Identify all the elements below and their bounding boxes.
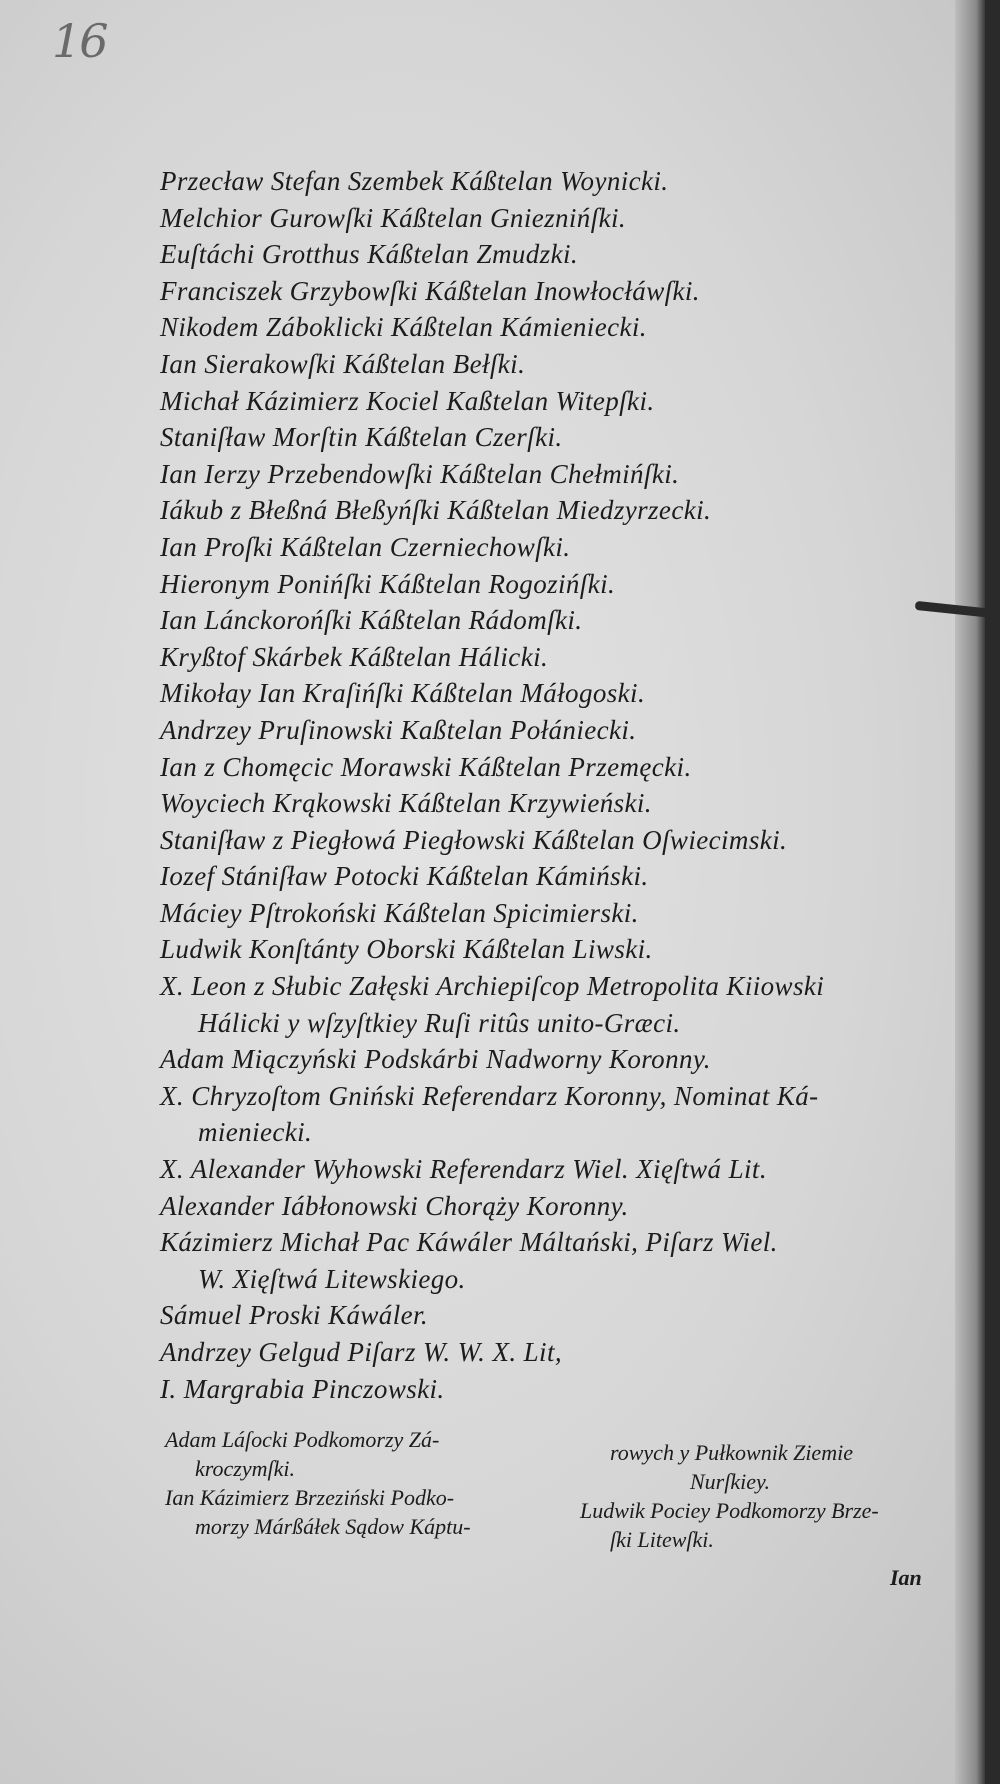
list-entry: Staniſław z Piegłowá Piegłowski Káßtelan Oſwiecimski.	[160, 824, 788, 855]
list-entry: Przecław Stefan Szembek Káßtelan Woynicki.	[160, 166, 669, 196]
list-entry: Ian Lánckorońſki Káßtelan Rádomſki.	[160, 605, 583, 636]
list-entry: Andrzey Gelgud Piſarz W. W. X. Lit,	[160, 1337, 563, 1367]
list-entry: Ian Ierzy Przebendowſki Káßtelan Chełmińſki.	[160, 458, 680, 489]
list-entry: W. Xięſtwá Litewskiego.	[198, 1263, 466, 1294]
list-entry: Ian z Chomęcic Morawski Káßtelan Przemęcki.	[160, 751, 692, 782]
list-entry: X. Alexander Wyhowski Referendarz Wiel. Xięſtwá Lit.	[160, 1154, 767, 1185]
folio-number: 16	[52, 14, 107, 68]
list-entry: Michał Kázimierz Kociel Kaßtelan Witepſki.	[160, 385, 655, 416]
list-entry: Staniſław Morſtin Káßtelan Czerſki.	[160, 422, 563, 453]
list-entry: Andrzey Pruſinowski Kaßtelan Połániecki.	[160, 714, 637, 745]
list-entry: Mikołay Ian Kraſińſki Káßtelan Máłogoski.	[160, 678, 646, 709]
list-entry: Melchior Gurowſki Káßtelan Gnieznińſki.	[160, 202, 627, 233]
column-line: Ludwik Pociey Podkomorzy Brze-	[580, 1498, 879, 1523]
senators-list	[160, 163, 980, 1407]
list-entry: I. Margrabia Pinczowski.	[160, 1373, 445, 1404]
right-column	[580, 1438, 980, 1554]
list-entry: Woyciech Krąkowski Káßtelan Krzywieński.	[160, 788, 652, 819]
list-entry: Hieronym Ponińſki Káßtelan Rogozińſki.	[160, 568, 616, 599]
list-entry: X. Leon z Słubic Załęski Archiepiſcop Metropolita Kiiowski	[160, 971, 825, 1002]
column-line: ſki Litewſki.	[610, 1527, 714, 1552]
list-entry: Sámuel Proski Káwáler.	[160, 1300, 429, 1331]
list-entry: Ian Sierakowſki Káßtelan Bełſki.	[160, 348, 526, 379]
list-entry: Ludwik Konſtánty Oborski Káßtelan Liwski.	[160, 934, 653, 965]
column-line: Adam Láſocki Podkomorzy Zá-	[165, 1427, 440, 1452]
list-entry: Franciszek Grzybowſki Káßtelan Inowłocłáwſki.	[160, 275, 700, 306]
list-entry: Kázimierz Michał Pac Káwáler Máltański, Piſarz Wiel.	[160, 1227, 778, 1258]
list-entry: mieniecki.	[198, 1117, 313, 1148]
list-entry: Alexander Iábłonowski Chorąży Koronny.	[160, 1190, 629, 1221]
column-line: rowych y Pułkownik Ziemie	[610, 1440, 853, 1465]
list-entry: Máciey Pſtrokoński Káßtelan Spicimierski.	[160, 897, 639, 928]
column-line: Ian Kázimierz Brzeziński Podko-	[165, 1485, 455, 1510]
column-line: morzy Márßáłek Sądow Káptu-	[195, 1514, 471, 1539]
left-column	[165, 1425, 565, 1541]
list-entry: Iákub z Błeßná Błeßyńſki Káßtelan Miedzyrzecki.	[160, 495, 712, 526]
list-entry: X. Chryzoſtom Gniński Referendarz Koronny, Nominat Ká-	[160, 1080, 819, 1111]
list-entry: Kryßtof Skárbek Káßtelan Hálicki.	[160, 641, 549, 672]
list-entry: Iozef Stániſław Potocki Káßtelan Kámiński.	[160, 861, 649, 892]
list-entry: Adam Miączyński Podskárbi Nadworny Koronny.	[160, 1044, 711, 1075]
list-entry: Euſtáchi Grotthus Káßtelan Zmudzki.	[160, 239, 578, 270]
column-line: kroczymſki.	[195, 1456, 295, 1481]
column-line: Nurſkiey.	[690, 1469, 771, 1494]
list-entry: Hálicki y wſzyſtkiey Ruſi ritûs unito-Græci.	[198, 1007, 681, 1038]
list-entry: Ian Proſki Káßtelan Czerniechowſki.	[160, 531, 571, 562]
list-entry: Nikodem Záboklicki Káßtelan Kámieniecki.	[160, 312, 647, 343]
catchword: Ian	[890, 1565, 922, 1590]
